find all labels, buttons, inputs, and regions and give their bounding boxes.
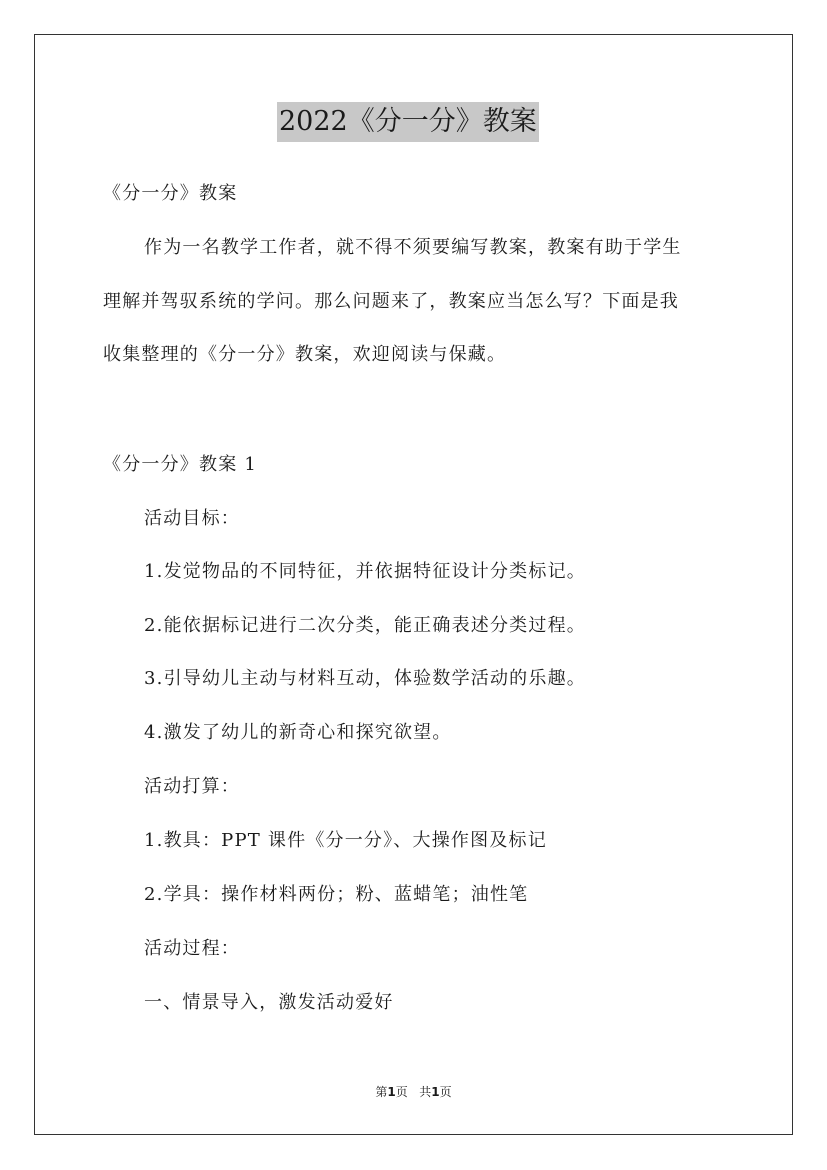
intro-line-2: 理解并驾驭系统的学问。那么问题来了，教案应当怎么写？下面是我 (103, 291, 679, 312)
total-pages: 1 (431, 1085, 440, 1099)
total-prefix: 共 (419, 1085, 432, 1099)
body-line: 2.学具：操作材料两份；粉、蓝蜡笔；油性笔 (144, 884, 529, 905)
body-line: 活动过程： (144, 938, 240, 959)
total-suffix: 页 (439, 1085, 452, 1099)
page-prefix: 第 (375, 1085, 388, 1099)
body-line: 一、情景导入，激发活动爱好 (144, 992, 394, 1013)
intro-line-3: 收集整理的《分一分》教案，欢迎阅读与保藏。 (103, 344, 507, 365)
body-line: 3.引导幼儿主动与材料互动，体验数学活动的乐趣。 (144, 668, 586, 689)
document-subtitle: 《分一分》教案 (103, 183, 238, 204)
body-line: 活动目标： (144, 508, 240, 529)
page-footer (0, 1084, 827, 1100)
body-line: 1.发觉物品的不同特征，并依据特征设计分类标记。 (144, 561, 586, 582)
page-number: 1 (387, 1085, 396, 1099)
body-line: 1.教具：PPT 课件《分一分》、大操作图及标记 (144, 830, 547, 851)
intro-line-1: 作为一名教学工作者，就不得不须要编写教案，教案有助于学生 (144, 237, 682, 258)
body-line: 2.能依据标记进行二次分类，能正确表述分类过程。 (144, 615, 586, 636)
page-suffix: 页 (395, 1085, 408, 1099)
body-line: 4.激发了幼儿的新奇心和探究欲望。 (144, 722, 452, 743)
body-line: 活动打算： (144, 776, 240, 797)
section-heading: 《分一分》教案 1 (103, 454, 257, 475)
document-title: 2022《分一分》教案 (277, 102, 539, 142)
